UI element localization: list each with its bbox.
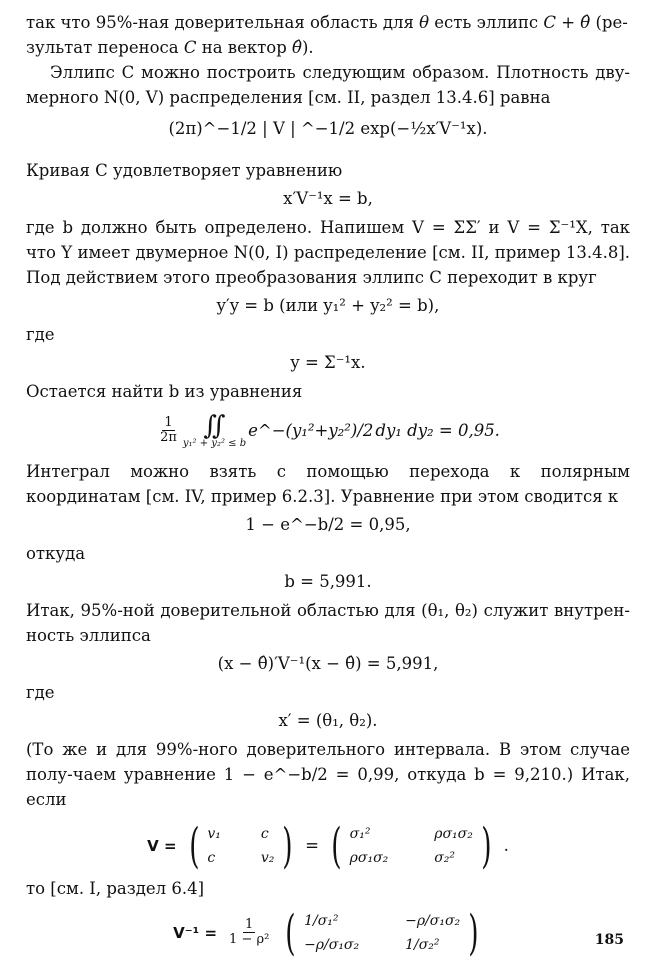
fraction-denominator: 1 − ρ² bbox=[229, 932, 270, 947]
equation-ellipse: (x − θ̂)′V⁻¹(x − θ̂) = 5,991, bbox=[217, 653, 439, 673]
integral-limits: y₁² + y₂² ≤ b bbox=[182, 437, 247, 449]
matrix-vinv-lhs: V⁻¹ = bbox=[173, 923, 218, 942]
text-line: где b должно быть определено. Напишем V = ΣΣ′ и V = Σ⁻¹X, так bbox=[26, 218, 630, 237]
fraction-vinv-coef bbox=[227, 918, 271, 947]
matrix-cell: v₁ bbox=[207, 825, 221, 842]
matrix-cell: ρσ₁σ₂ bbox=[434, 825, 473, 842]
theta-hat-symbol: θ̂ bbox=[292, 38, 302, 57]
text-span: так что 95%-ная доверительная область для bbox=[26, 13, 420, 32]
matrix-cell: 1/σ₁² bbox=[304, 912, 339, 929]
fraction-numerator: 1 bbox=[164, 415, 173, 430]
paragraph-2: Эллипс C можно построить следующим образом. Плотность дву-мерного N(0, V) распределения [см. II, раздел 13.4.6] равна bbox=[26, 63, 630, 107]
integral-rhs: dy₁ dy₂ = 0,95. bbox=[375, 420, 500, 440]
word-gde: где bbox=[26, 325, 55, 344]
paragraph-8: (То же и для 99%-ного доверительного интервала. В этом случае полу-чаем уравнение 1 − e^−b/2 = 0,99, откуда b = 9,210.) Итак, если bbox=[26, 739, 630, 809]
c-symbol: C bbox=[183, 38, 197, 57]
fraction-one-over-twopi bbox=[158, 416, 179, 445]
paragraph-5: Остается найти b из уравнения bbox=[26, 382, 303, 401]
matrix-cell: v₂ bbox=[260, 849, 275, 866]
matrix-vinv: ( 1/σ₁² −ρ/σ₁σ₂ −ρ/σ₁σ₂ 1/σ₂² ) bbox=[285, 904, 479, 961]
double-integral-sign: ∬ y₁² + y₂² ≤ b bbox=[182, 410, 247, 449]
text-span: на вектор bbox=[196, 38, 293, 57]
fraction-numerator: 1 bbox=[245, 917, 254, 932]
matrix-vinv-equation bbox=[26, 905, 630, 961]
integrand: e^−(y₁²+y₂²)/2 bbox=[248, 420, 374, 440]
text-span: есть эллипс bbox=[429, 13, 544, 32]
equation-circle: y′y = b (или y₁² + y₂² = b), bbox=[216, 296, 440, 315]
matrix-cell: c bbox=[207, 849, 216, 866]
paragraph-3: Кривая C удовлетворяет уравнению bbox=[26, 161, 343, 180]
page-number: 185 bbox=[594, 932, 624, 948]
integral-expression bbox=[156, 410, 500, 449]
paragraph-6: Интеграл можно взять с помощью перехода к полярным координатам [см. IV, пример 6.2.3]. Уравнение при этом сводится к bbox=[26, 461, 630, 506]
paragraph-7: Итак, 95%-ной доверительной областью для (θ₁, θ₂) служит внутрен-ность эллипса bbox=[26, 600, 630, 645]
matrix-cell: 1/σ₂² bbox=[405, 936, 440, 953]
matrix-cell: ρσ₁σ₂ bbox=[349, 849, 389, 866]
equation-b-value: b = 5,991. bbox=[284, 571, 372, 591]
text-line: что Y имеет двумерное N(0, I) распределение [см. II, пример 13.4.8]. bbox=[26, 243, 630, 262]
text-line: Под действием этого преобразования эллипс C переходит в круг bbox=[26, 268, 597, 287]
equation-transform: y = Σ⁻¹x. bbox=[290, 353, 366, 372]
equation-x-transpose: x′ = (θ₁, θ₂). bbox=[278, 710, 378, 730]
matrix-cell: −ρ/σ₁σ₂ bbox=[304, 936, 360, 953]
matrix-cell: −ρ/σ₁σ₂ bbox=[405, 912, 461, 929]
paragraph-to: то [см. I, раздел 6.4] bbox=[26, 878, 205, 898]
word-gde-2: где bbox=[26, 682, 55, 702]
matrix-v-sigma: ( σ₁² ρσ₁σ₂ ρσ₁σ₂ σ₂² ) bbox=[331, 817, 492, 874]
paragraph-1 bbox=[26, 10, 630, 60]
theta-symbol: θ bbox=[419, 13, 430, 32]
matrix-cell: σ₂² bbox=[434, 849, 456, 866]
ellipse-shift-expr: C + θ̂ bbox=[543, 13, 591, 32]
page-body bbox=[26, 10, 630, 965]
equation-curve: x′V⁻¹x = b, bbox=[283, 189, 373, 208]
text-span: зультат переноса bbox=[26, 38, 184, 57]
matrix-cell: σ₁² bbox=[349, 825, 371, 842]
text-span: (ре- bbox=[590, 13, 628, 32]
matrix-v-lhs: V = bbox=[147, 836, 177, 855]
equation-integral bbox=[26, 408, 630, 449]
equation-exp: 1 − e^−b/2 = 0,95, bbox=[245, 514, 411, 534]
text-span: ). bbox=[301, 38, 314, 57]
paragraph-4 bbox=[26, 215, 630, 290]
word-otkuda: откуда bbox=[26, 543, 86, 563]
equation-density: (2π)^−1/2 | V | ^−1/2 exp(−½x′V⁻¹x). bbox=[168, 119, 488, 138]
matrix-cell: c bbox=[260, 825, 269, 842]
matrix-v-symbolic: ( v₁ c c v₂ ) bbox=[188, 817, 293, 874]
fraction-denominator: 2π bbox=[160, 430, 177, 445]
matrix-v-equation: V = ( v₁ c c v₂ ) = ( σ₁² ρσ₁σ₂ ρσ₁σ₂ σ₂² ) . bbox=[147, 817, 509, 874]
